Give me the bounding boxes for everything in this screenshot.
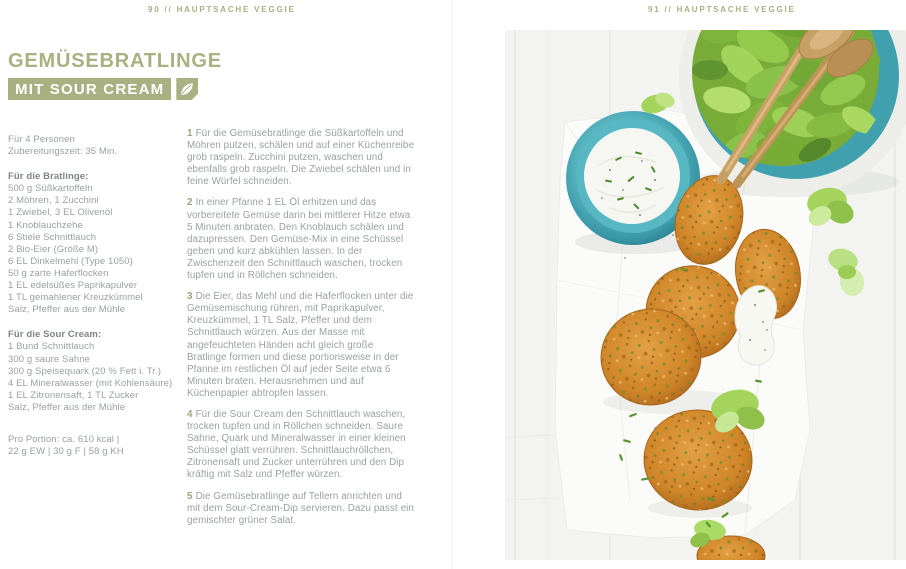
- recipe-title-block: [8, 50, 222, 100]
- step-item: [187, 491, 415, 527]
- ingredient-item: 6 Stiele Schnittlauch: [8, 231, 97, 243]
- step-text: Die Gemüsebratlinge auf Tellern anrichten und mit dem Sour-Cream-Dip servieren. Dazu passt ein gemischter grüner Salat.: [187, 490, 414, 526]
- step-text: Die Eier, das Mehl und die Haferflocken unter die Gemüsemischung rühren, mit Paprikapulver, Kreuzkümmel, 1 TL Salz, Pfeffer und dem Schnittlauch würzen. Aus der Masse mit angefeuchteten Händen acht gleich große Bratlinge formen und diese portionsweise in der Pfanne im restlichen Öl auf jeder Seite etwa 6 Minuten braten. Herausnehmen und auf Küchenpapier abtropfen lassen.: [187, 291, 414, 399]
- step-text: Für die Gemüsebratlinge die Süßkartoffeln und Möhren putzen, schälen und auf einer Küchenreibe grob raspeln. Zucchini putzen, waschen und ebenfalls grob raspeln. Die Zwiebel schälen und in feine Würfel schneiden.: [187, 128, 415, 188]
- ingredient-item: 500 g Süßkartoffeln: [8, 183, 93, 195]
- step-item: [187, 409, 415, 482]
- prep-time: Zubereitungszeit: 35 Min.: [8, 146, 118, 158]
- steps-column: [187, 128, 415, 536]
- ingredient-item: 50 g zarte Haferflocken: [8, 267, 109, 279]
- ingredient-item: 2 Möhren, 1 Zucchini: [8, 195, 99, 207]
- ingredient-item: 1 EL Zitronensaft, 1 TL Zucker: [8, 389, 139, 401]
- step-number: 2: [187, 197, 193, 209]
- servings-info: Für 4 Personen: [8, 134, 75, 145]
- ingredient-item: 1 EL edelsüßes Paprikapulver: [8, 280, 138, 292]
- step-item: [187, 128, 415, 188]
- nutrition-line: 22 g EW | 30 g F | 58 g KH: [8, 446, 124, 458]
- ingredient-item: 300 g saure Sahne: [8, 353, 90, 365]
- step-item: [187, 291, 415, 400]
- ingredient-item: 1 Knoblauchzehe: [8, 219, 83, 231]
- ingredient-item: 1 Bund Schnittlauch: [8, 341, 95, 353]
- step-number: 5: [187, 490, 193, 502]
- recipe-subtitle-badge: MIT SOUR CREAM: [8, 78, 171, 100]
- recipe-title: GEMÜSEBRATLINGE: [8, 50, 222, 72]
- step-number: 3: [187, 291, 193, 303]
- step-number: 4: [187, 408, 193, 420]
- ingredient-item: 2 Bio-Eier (Größe M): [8, 243, 99, 255]
- page-number-header-right: 91 // HAUPTSACHE VEGGIE: [648, 5, 796, 14]
- nutrition-line: Pro Portion: ca. 610 kcal |: [8, 433, 120, 445]
- ingredient-item: 6 EL Dinkelmehl (Type 1050): [8, 255, 133, 267]
- ingredient-item: 1 Zwiebel, 3 EL Olivenöl: [8, 207, 113, 219]
- ingredients-column: [8, 134, 188, 458]
- ingredient-item: 1 TL gemahlener Kreuzkümmel: [8, 292, 143, 304]
- step-text: In einer Pfanne 1 EL Öl erhitzen und das vorbereitete Gemüse darin bei mittlerer Hitze etwa 5 Minuten anbraten. Den Knoblauch schälen und dazupressen. Den Gemüse-Mix in eine Schüssel geben und kurz abkühlen lassen. In der Zwischenzeit den Schnittlauch waschen, trocken tupfen und in Röllchen schneiden.: [187, 197, 411, 282]
- recipe-photo: [505, 30, 906, 560]
- recipe-subtitle-row: [8, 78, 222, 100]
- veggie-leaf-icon: [176, 78, 198, 100]
- ingredient-item: 4 EL Mineralwasser (mit Kohlensäure): [8, 377, 173, 389]
- step-number: 1: [187, 128, 193, 139]
- step-item: [187, 197, 415, 282]
- page-gutter: [452, 0, 453, 569]
- step-text: Für die Sour Cream den Schnittlauch waschen, trocken tupfen und in Röllchen schneiden. Saure Sahne, Quark und Mineralwasser in einer kleinen Schüssel glatt verrühren. Schnittlauchröllchen, Zitronensaft und Zucker unterrühren und den Dip kräftig mit Salz und Pfeffer würzen.: [187, 408, 406, 481]
- ingredients-section-title-sourcream: Für die Sour Cream:: [8, 329, 102, 341]
- ingredient-item: Salz, Pfeffer aus der Mühle: [8, 304, 126, 316]
- page-number-header-left: 90 // HAUPTSACHE VEGGIE: [148, 5, 296, 14]
- ingredients-section-title-bratlinge: Für die Bratlinge:: [8, 171, 89, 183]
- ingredient-item: Salz, Pfeffer aus der Mühle: [8, 401, 126, 413]
- sour-cream-dollop: [735, 286, 777, 366]
- ingredient-item: 300 g Speisequark (20 % Fett i. Tr.): [8, 365, 162, 377]
- nutrition-info: [8, 434, 188, 458]
